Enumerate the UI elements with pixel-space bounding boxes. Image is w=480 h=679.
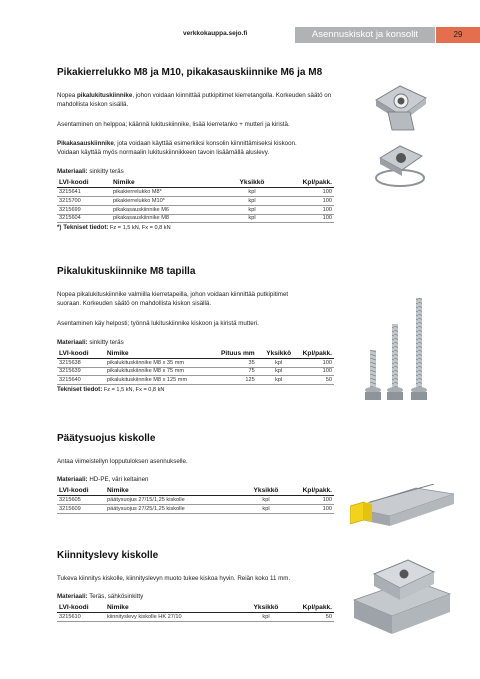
section-title: Pikalukituskiinnike M8 tapilla xyxy=(57,266,196,277)
table-cell: 3215610 xyxy=(57,613,105,622)
product-table xyxy=(57,604,334,622)
col-code: LVI-koodi xyxy=(57,350,105,359)
table-header-row xyxy=(57,604,334,613)
chapter-title: Asennuskiskot ja konsolit xyxy=(295,27,435,43)
table-cell: päätysuojus 27/15/1,25 kiskolle xyxy=(105,496,239,505)
intro-paragraph: Tukeva kiinnitys kiskolle, kiinnityslevyn muoto tukee kiskoa hyvin. Reiän koko 11 mm. xyxy=(57,575,291,582)
table-cell: kiinnityslevy kiskolle HK 27/10 xyxy=(105,613,239,622)
table-cell: 125 xyxy=(209,376,257,385)
material-line: Materiaali: sinkitty teräs xyxy=(57,168,124,176)
table-cell: 100 xyxy=(293,504,334,513)
product-table xyxy=(57,487,334,513)
table-cell: 3215699 xyxy=(57,205,111,214)
table-cell: kpl xyxy=(220,214,284,223)
table-row xyxy=(57,496,334,505)
table-cell: 3215700 xyxy=(57,197,111,206)
table-cell: 50 xyxy=(293,613,334,622)
mounting-plate-image xyxy=(352,550,452,642)
table-cell: 3215609 xyxy=(57,504,105,513)
table-cell: 50 xyxy=(301,376,334,385)
section-title: Päätysuojus kiskolle xyxy=(57,433,156,444)
col-unit: Yksikkö xyxy=(239,487,293,496)
table-cell: pikakierrelukko M10* xyxy=(111,197,220,206)
table-row xyxy=(57,376,334,385)
table-cell: pikalukituskiinnike M8 x 125 mm xyxy=(105,376,209,385)
table-cell: 3215638 xyxy=(57,358,105,367)
col-pack: Kpl/pakk. xyxy=(302,349,332,357)
table-cell: kpl xyxy=(257,376,301,385)
table-row xyxy=(57,613,334,622)
section-kiinnityslevy xyxy=(57,550,347,622)
col-code: LVI-koodi xyxy=(57,179,111,188)
table-row xyxy=(57,504,334,513)
table-cell: kpl xyxy=(257,358,301,367)
table-cell: kpl xyxy=(257,367,301,376)
table-cell: kpl xyxy=(239,496,293,505)
table-cell: kpl xyxy=(239,613,293,622)
site-url[interactable]: verkkokauppa.sejo.fi xyxy=(183,30,248,37)
table-cell: 100 xyxy=(284,214,334,223)
detail-paragraph: Pikakasauskiinnike, jota voidaan käyttää esimerkiksi konsolin kiinnittämiseksi kiskoon. Voidaan käyttää myös normaalin lukituskiinnikkeen tavoin lisäämällä aluslevy. xyxy=(57,139,297,157)
table-cell: kpl xyxy=(239,504,293,513)
col-pack: Kpl/pakk. xyxy=(293,487,334,496)
product-table xyxy=(57,350,334,385)
technical-note: *) Tekniset tiedot: Fz = 1,5 kN, Fx = 0,8 kN xyxy=(57,224,171,232)
table-cell: pikakasauskiinnike M8 xyxy=(111,214,220,223)
col-name: Nimike xyxy=(105,350,209,359)
intro-paragraph: Antaa viimeistellyn lopputuloksen asennukselle. xyxy=(57,458,188,465)
table-header-row xyxy=(57,487,334,496)
material-line: Materiaali: HD-PE, väri keltainen xyxy=(57,476,149,484)
install-paragraph: Asentaminen on helppoa; käännä lukituskiinnike, lisää kierretanko + mutteri ja kiristä. xyxy=(57,120,290,128)
table-cell: 100 xyxy=(284,205,334,214)
table-cell: pikalukituskiinnike M8 x 75 mm xyxy=(105,367,209,376)
section-pikakierrelukko xyxy=(57,67,347,231)
rail-end-cap-image xyxy=(350,484,454,528)
table-cell: 75 xyxy=(209,367,257,376)
technical-note: Tekniset tiedot: Fz = 1,5 kN, Fx = 0,8 kN xyxy=(57,385,165,393)
table-cell: pikalukituskiinnike M8 x 35 mm xyxy=(105,358,209,367)
table-row xyxy=(57,367,334,376)
table-cell: 100 xyxy=(293,496,334,505)
table-cell: 100 xyxy=(284,188,334,197)
table-row xyxy=(57,197,334,206)
table-cell: 100 xyxy=(284,197,334,206)
section-title: Kiinnityslevy kiskolle xyxy=(57,550,159,561)
col-length: Pituus mm xyxy=(209,350,257,359)
table-cell: 35 xyxy=(209,358,257,367)
intro-paragraph: Nopea pikalukituskiinnike, johon voidaan kiinnittää putkipitimet kierretangolla. Korkeuden säätö on mahdollista kiskon sisällä. xyxy=(57,92,332,109)
table-cell: 100 xyxy=(301,358,334,367)
table-cell: 3215640 xyxy=(57,376,105,385)
section-title: Pikakierrelukko M8 ja M10, pikakasauskiinnike M6 ja M8 xyxy=(57,67,323,78)
section-pikalukituskiinnike xyxy=(57,266,347,393)
col-name: Nimike xyxy=(111,179,220,188)
product-table xyxy=(57,179,334,223)
table-header-row xyxy=(57,179,334,188)
quick-assembly-clamp-image xyxy=(370,140,430,192)
col-name: Nimike xyxy=(105,487,239,496)
page-number: 29 xyxy=(436,27,480,43)
material-line: Materiaali: Teräs, sähkösinkitty xyxy=(57,593,144,601)
page-header xyxy=(0,27,480,43)
col-pack: Kpl/pakk. xyxy=(284,179,334,188)
col-code: LVI-koodi xyxy=(57,487,105,496)
threaded-stud-clamps-image xyxy=(352,294,452,414)
table-row xyxy=(57,205,334,214)
table-cell: 3215639 xyxy=(57,367,105,376)
col-unit: Yksikkö xyxy=(257,350,301,359)
table-cell: päätysuojus 27/25/1,25 kiskolle xyxy=(105,504,239,513)
install-paragraph: Asentaminen käy helposti; työnnä lukituskiinnike kiskoon ja kiristä mutteri. xyxy=(57,319,259,327)
col-name: Nimike xyxy=(105,604,239,613)
table-cell: kpl xyxy=(220,188,284,197)
table-row xyxy=(57,358,334,367)
col-code: LVI-koodi xyxy=(57,604,105,613)
col-pack: Kpl/pakk. xyxy=(293,604,334,613)
section-paatysuojus xyxy=(57,433,347,514)
table-row xyxy=(57,214,334,223)
table-cell: 3215605 xyxy=(57,496,105,505)
table-cell: 100 xyxy=(301,367,334,376)
table-cell: pikakasauskiinnike M6 xyxy=(111,205,220,214)
table-cell: 3215641 xyxy=(57,188,111,197)
table-cell: 3215604 xyxy=(57,214,111,223)
table-cell: kpl xyxy=(220,205,284,214)
intro-paragraph: Nopea pikalukituskiinnike valmiilla kierretapeilla, johon voidaan kiinnittää putkipitimet suoraan. Korkeuden säätö on mahdollista kiskon sisällä. xyxy=(57,291,289,308)
col-unit: Yksikkö xyxy=(220,179,284,188)
table-cell: pikakierrelukko M8* xyxy=(111,188,220,197)
table-header-row xyxy=(57,350,334,359)
table-cell: kpl xyxy=(220,197,284,206)
col-unit: Yksikkö xyxy=(239,604,293,613)
material-line: Materiaali: sinkitty teräs xyxy=(57,338,124,346)
quick-lock-nut-image xyxy=(370,82,430,134)
table-row xyxy=(57,188,334,197)
